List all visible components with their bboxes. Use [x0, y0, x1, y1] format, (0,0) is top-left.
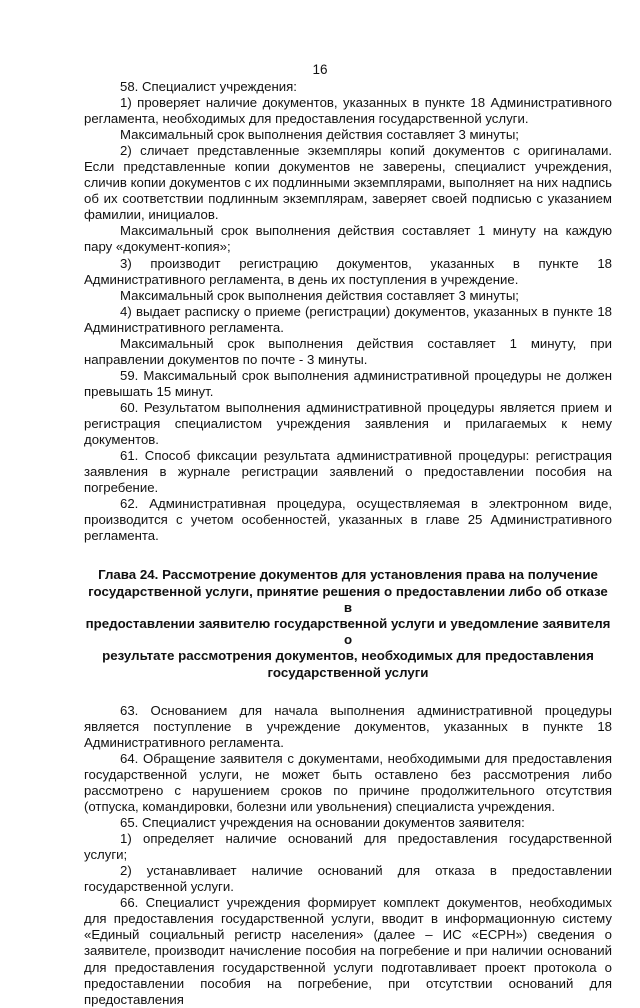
paragraph-58-item-3: 3) производит регистрацию документов, указанных в пункте 18 Административного регламента, в день их поступления в учреждение.: [84, 255, 612, 287]
paragraph-58-item-4-term: Максимальный срок выполнения действия составляет 1 минуту, при направлении документов по почте - 3 минуты.: [84, 335, 612, 367]
chapter-heading-line: государственной услуги, принятие решения о предоставлении либо об отказе в: [88, 583, 608, 615]
chapter-heading-line: предоставлении заявителю государственной услуги и уведомление заявителя о: [85, 615, 611, 648]
chapter-24-heading: [84, 567, 612, 680]
document-body: [84, 79, 612, 1008]
paragraph-61: 61. Способ фиксации результата административной процедуры: регистрация заявления в журнале регистрации заявлений о предоставлении пособия на погребение.: [84, 448, 612, 496]
paragraph-59: 59. Максимальный срок выполнения административной процедуры не должен превышать 15 минут.: [84, 367, 612, 399]
chapter-heading-line: государственной услуги: [267, 664, 429, 680]
paragraph-63: 63. Основанием для начала выполнения административной процедуры является поступление в учреждение документов, указанных в пункте 18 Административного регламента.: [84, 702, 612, 750]
chapter-heading-line: Глава 24. Рассмотрение документов для установления права на получение: [98, 567, 598, 583]
paragraph-65-item-1: 1) определяет наличие оснований для предоставления государственной услуги;: [84, 831, 612, 863]
paragraph-60: 60. Результатом выполнения административной процедуры является прием и регистрация специалистом учреждения заявления и прилагаемых к нему документов.: [84, 399, 612, 448]
paragraph-64: 64. Обращение заявителя с документами, необходимыми для предоставления государственной услуги, не может быть оставлено без рассмотрения либо рассмотрено с нарушением сроков по причине продолжительного отсутствия (отпуска, командировки, болезни или увольнения) специалиста учреждения.: [84, 750, 612, 815]
paragraph-65: 65. Специалист учреждения на основании документов заявителя:: [120, 815, 525, 831]
paragraph-58-item-3-term: Максимальный срок выполнения действия составляет 3 минуты;: [120, 287, 519, 303]
chapter-heading-line: результате рассмотрения документов, необходимых для предоставления: [102, 648, 594, 664]
paragraph-58-item-4: 4) выдает расписку о приеме (регистрации) документов, указанных в пункте 18 Административного регламента.: [84, 303, 612, 335]
paragraph-58: 58. Специалист учреждения:: [120, 79, 297, 94]
paragraph-58-item-1-term: Максимальный срок выполнения действия составляет 3 минуты;: [120, 127, 519, 143]
paragraph-65-item-2: 2) устанавливает наличие оснований для отказа в предоставлении государственной услуги.: [84, 863, 612, 895]
paragraph-58-item-2-term: Максимальный срок выполнения действия составляет 1 минуту на каждую пару «документ-копия»;: [84, 223, 612, 255]
paragraph-62: 62. Административная процедура, осуществляемая в электронном виде, производится с учетом особенностей, указанных в главе 25 Административного регламента.: [84, 496, 612, 544]
paragraph-58-item-2: 2) сличает представленные экземпляры копий документов с оригиналами. Если представленные копии документов не заверены, специалист учреждения, сличив копии документов с их подлинными экземплярами, выполняет на них надпись об их соответствии подлинным экземплярам, заверяет своей подписью с указанием фамилии, инициалов.: [84, 143, 612, 223]
page-number: 16: [312, 62, 328, 77]
paragraph-58-item-1: 1) проверяет наличие документов, указанных в пункте 18 Административного регламента, необходимых для предоставления государственной услуги.: [84, 95, 612, 127]
paragraph-66: 66. Специалист учреждения формирует комплект документов, необходимых для предоставления государственной услуги, вводит в информационную систему «Единый социальный регистр населения» (далее – ИС «ЕСРН») сведения о заявителе, производит начисление пособия на погребение и при наличии оснований для предоставления государственной услуги подготавливает проект протокола о предоставлении пособия на погребение, при отсутствии оснований для предоставления: [84, 895, 612, 1007]
